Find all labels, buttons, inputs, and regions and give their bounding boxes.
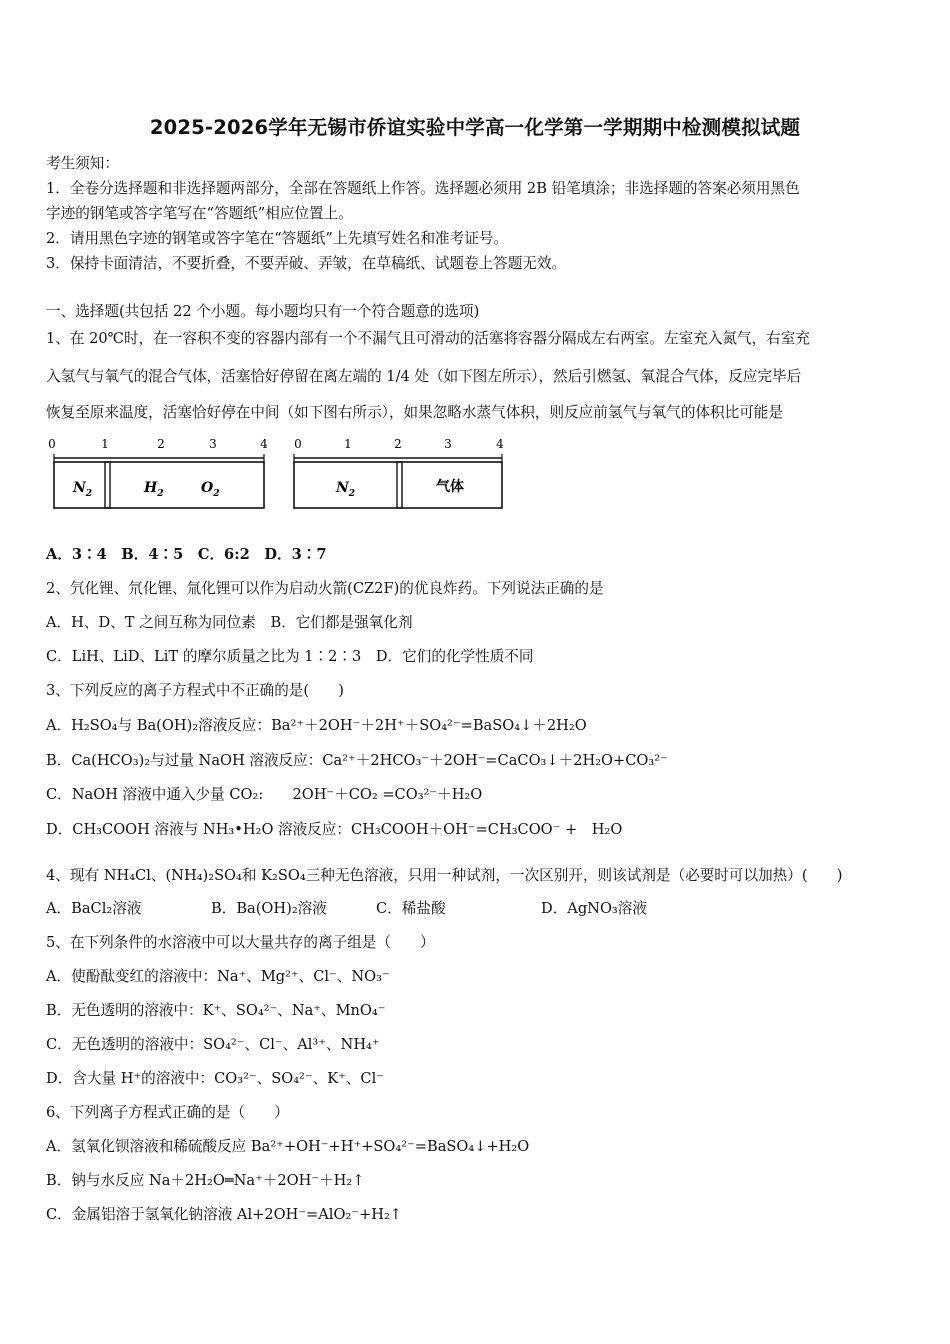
left-n2-label: $N_2$ (73, 480, 93, 499)
q3-option-b: B．Ca(HCO₃)₂与过量 NaOH 溶液反应：Ca²⁺＋2HCO₃⁻＋2OH⁻=CaCO₃↓＋2H₂O+CO₃²⁻ (46, 752, 668, 769)
q5-option-a: A．使酚酞变红的溶液中：Na⁺、Mg²⁺、Cl⁻、NO₃⁻ (46, 968, 390, 985)
q4-option-c: C．稀盐酸 (376, 900, 446, 917)
left-tick-4: 4 (260, 437, 268, 451)
q3-option-c: C．NaOH 溶液中通入少量 CO₂: 2OH⁻＋CO₂ =CO₃²⁻＋H₂O (46, 786, 483, 803)
piston-diagram (46, 432, 566, 522)
left-o2-label: $O_2$ (201, 480, 220, 499)
q5-option-d: D．含大量 H⁺的溶液中：CO₃²⁻、SO₄²⁻、K⁺、Cl⁻ (46, 1070, 384, 1087)
q2-options-cd: C．LiH、LiD、LiT 的摩尔质量之比为 1∶2∶3 D．它们的化学性质不同 (46, 648, 534, 665)
q4-stem: 4、现有 NH₄Cl、(NH₄)₂SO₄和 K₂SO₄三种无色溶液，只用一种试剂，一次区别开，则该试剂是（必要时可以加热）( ) (46, 867, 843, 884)
q5-option-b: B．无色透明的溶液中：K⁺、SO₄²⁻、Na⁺、MnO₄⁻ (46, 1002, 386, 1019)
left-tick-1: 1 (101, 437, 109, 451)
notice-heading: 考生须知： (46, 155, 119, 172)
q2-options-ab: A．H、D、T 之间互称为同位素 B．它们都是强氧化剂 (46, 614, 413, 631)
right-container (294, 437, 504, 508)
q5-option-c: C．无色透明的溶液中：SO₄²⁻、Cl⁻、Al³⁺、NH₄⁺ (46, 1036, 380, 1053)
q3-option-a: A．H₂SO₄与 Ba(OH)₂溶液反应：Ba²⁺＋2OH⁻＋2H⁺＋SO₄²⁻=BaSO₄↓＋2H₂O (46, 717, 587, 734)
left-tick-3: 3 (209, 437, 217, 451)
q4-option-a: A．BaCl₂溶液 (46, 900, 142, 917)
right-tick-4: 4 (496, 437, 504, 451)
q1-stem-line-2: 入氢气与氧气的混合气体，活塞恰好停留在离左端的 1/4 处（如下图左所示），然后引燃氢、氧混合气体，反应完毕后 (46, 368, 802, 385)
left-piston (105, 462, 110, 508)
left-tick-2: 2 (157, 437, 165, 451)
notice-item-1: 1．全卷分选择题和非选择题两部分，全部在答题纸上作答。选择题必须用 2B 铅笔填涂；非选择题的答案必须用黑色 (46, 180, 800, 197)
q4-options (46, 897, 916, 918)
right-tick-3: 3 (444, 437, 452, 451)
q2-stem: 2、氕化锂、氘化锂、氚化锂可以作为启动火箭(CZ2F)的优良炸药。下列说法正确的是 (46, 580, 604, 597)
right-n2-label: $N_2$ (336, 480, 356, 499)
q6-option-a: A．氢氧化钡溶液和稀硫酸反应 Ba²⁺+OH⁻+H⁺+SO₄²⁻=BaSO₄↓+H₂O (46, 1138, 530, 1155)
notice-item-2: 2．请用黑色字迹的钢笔或答字笔在“答题纸”上先填写姓名和准考证号。 (46, 230, 509, 247)
exam-title: 2025-2026学年无锡市侨谊实验中学高一化学第一学期期中检测模拟试题 (149, 116, 801, 139)
right-tick-2: 2 (394, 437, 402, 451)
right-tick-0: 0 (294, 437, 302, 451)
notice-item-3: 3．保持卡面清洁，不要折叠，不要弄破、弄皱，在草稿纸、试题卷上答题无效。 (46, 255, 567, 272)
notice-item-1-cont: 字迹的钢笔或答字笔写在“答题纸”相应位置上。 (46, 205, 353, 222)
q4-option-d: D．AgNO₃溶液 (541, 900, 647, 917)
left-tick-0: 0 (48, 437, 56, 451)
left-h2-label: $H_2$ (144, 480, 164, 499)
q3-stem: 3、下列反应的离子方程式中不正确的是( ) (46, 682, 344, 699)
section-heading: 一、选择题(共包括 22 个小题。每小题均只有一个符合题意的选项) (46, 303, 480, 320)
right-gas-label: 气体 (436, 479, 464, 495)
q5-stem: 5、在下列条件的水溶液中可以大量共存的离子组是（ ） (46, 934, 435, 951)
q6-stem: 6、下列离子方程式正确的是（ ） (46, 1104, 289, 1121)
q6-option-c: C．金属铝溶于氢氧化钠溶液 Al+2OH⁻=AlO₂⁻+H₂↑ (46, 1206, 403, 1223)
right-piston (397, 462, 402, 508)
q1-options: A．3∶4 B．4∶5 C．6:2 D．3∶7 (46, 546, 327, 563)
q6-option-b: B．钠与水反应 Na＋2H₂O═Na⁺＋2OH⁻＋H₂↑ (46, 1172, 365, 1189)
q4-option-b: B．Ba(OH)₂溶液 (211, 900, 327, 917)
right-tick-1: 1 (344, 437, 352, 451)
q1-stem-line-3: 恢复至原来温度，活塞恰好停在中间（如下图右所示），如果忽略水蒸气体积，则反应前氢气与氧气的体积比可能是 (46, 404, 783, 421)
q1-stem-line-1: 1、在 20℃时，在一容积不变的容器内部有一个不漏气且可滑动的活塞将容器分隔成左右两室。左室充入氮气，右室充 (46, 330, 810, 347)
left-container (48, 437, 268, 508)
q3-option-d: D．CH₃COOH 溶液与 NH₃•H₂O 溶液反应：CH₃COOH＋OH⁻=CH₃COO⁻ + H₂O (46, 821, 623, 838)
